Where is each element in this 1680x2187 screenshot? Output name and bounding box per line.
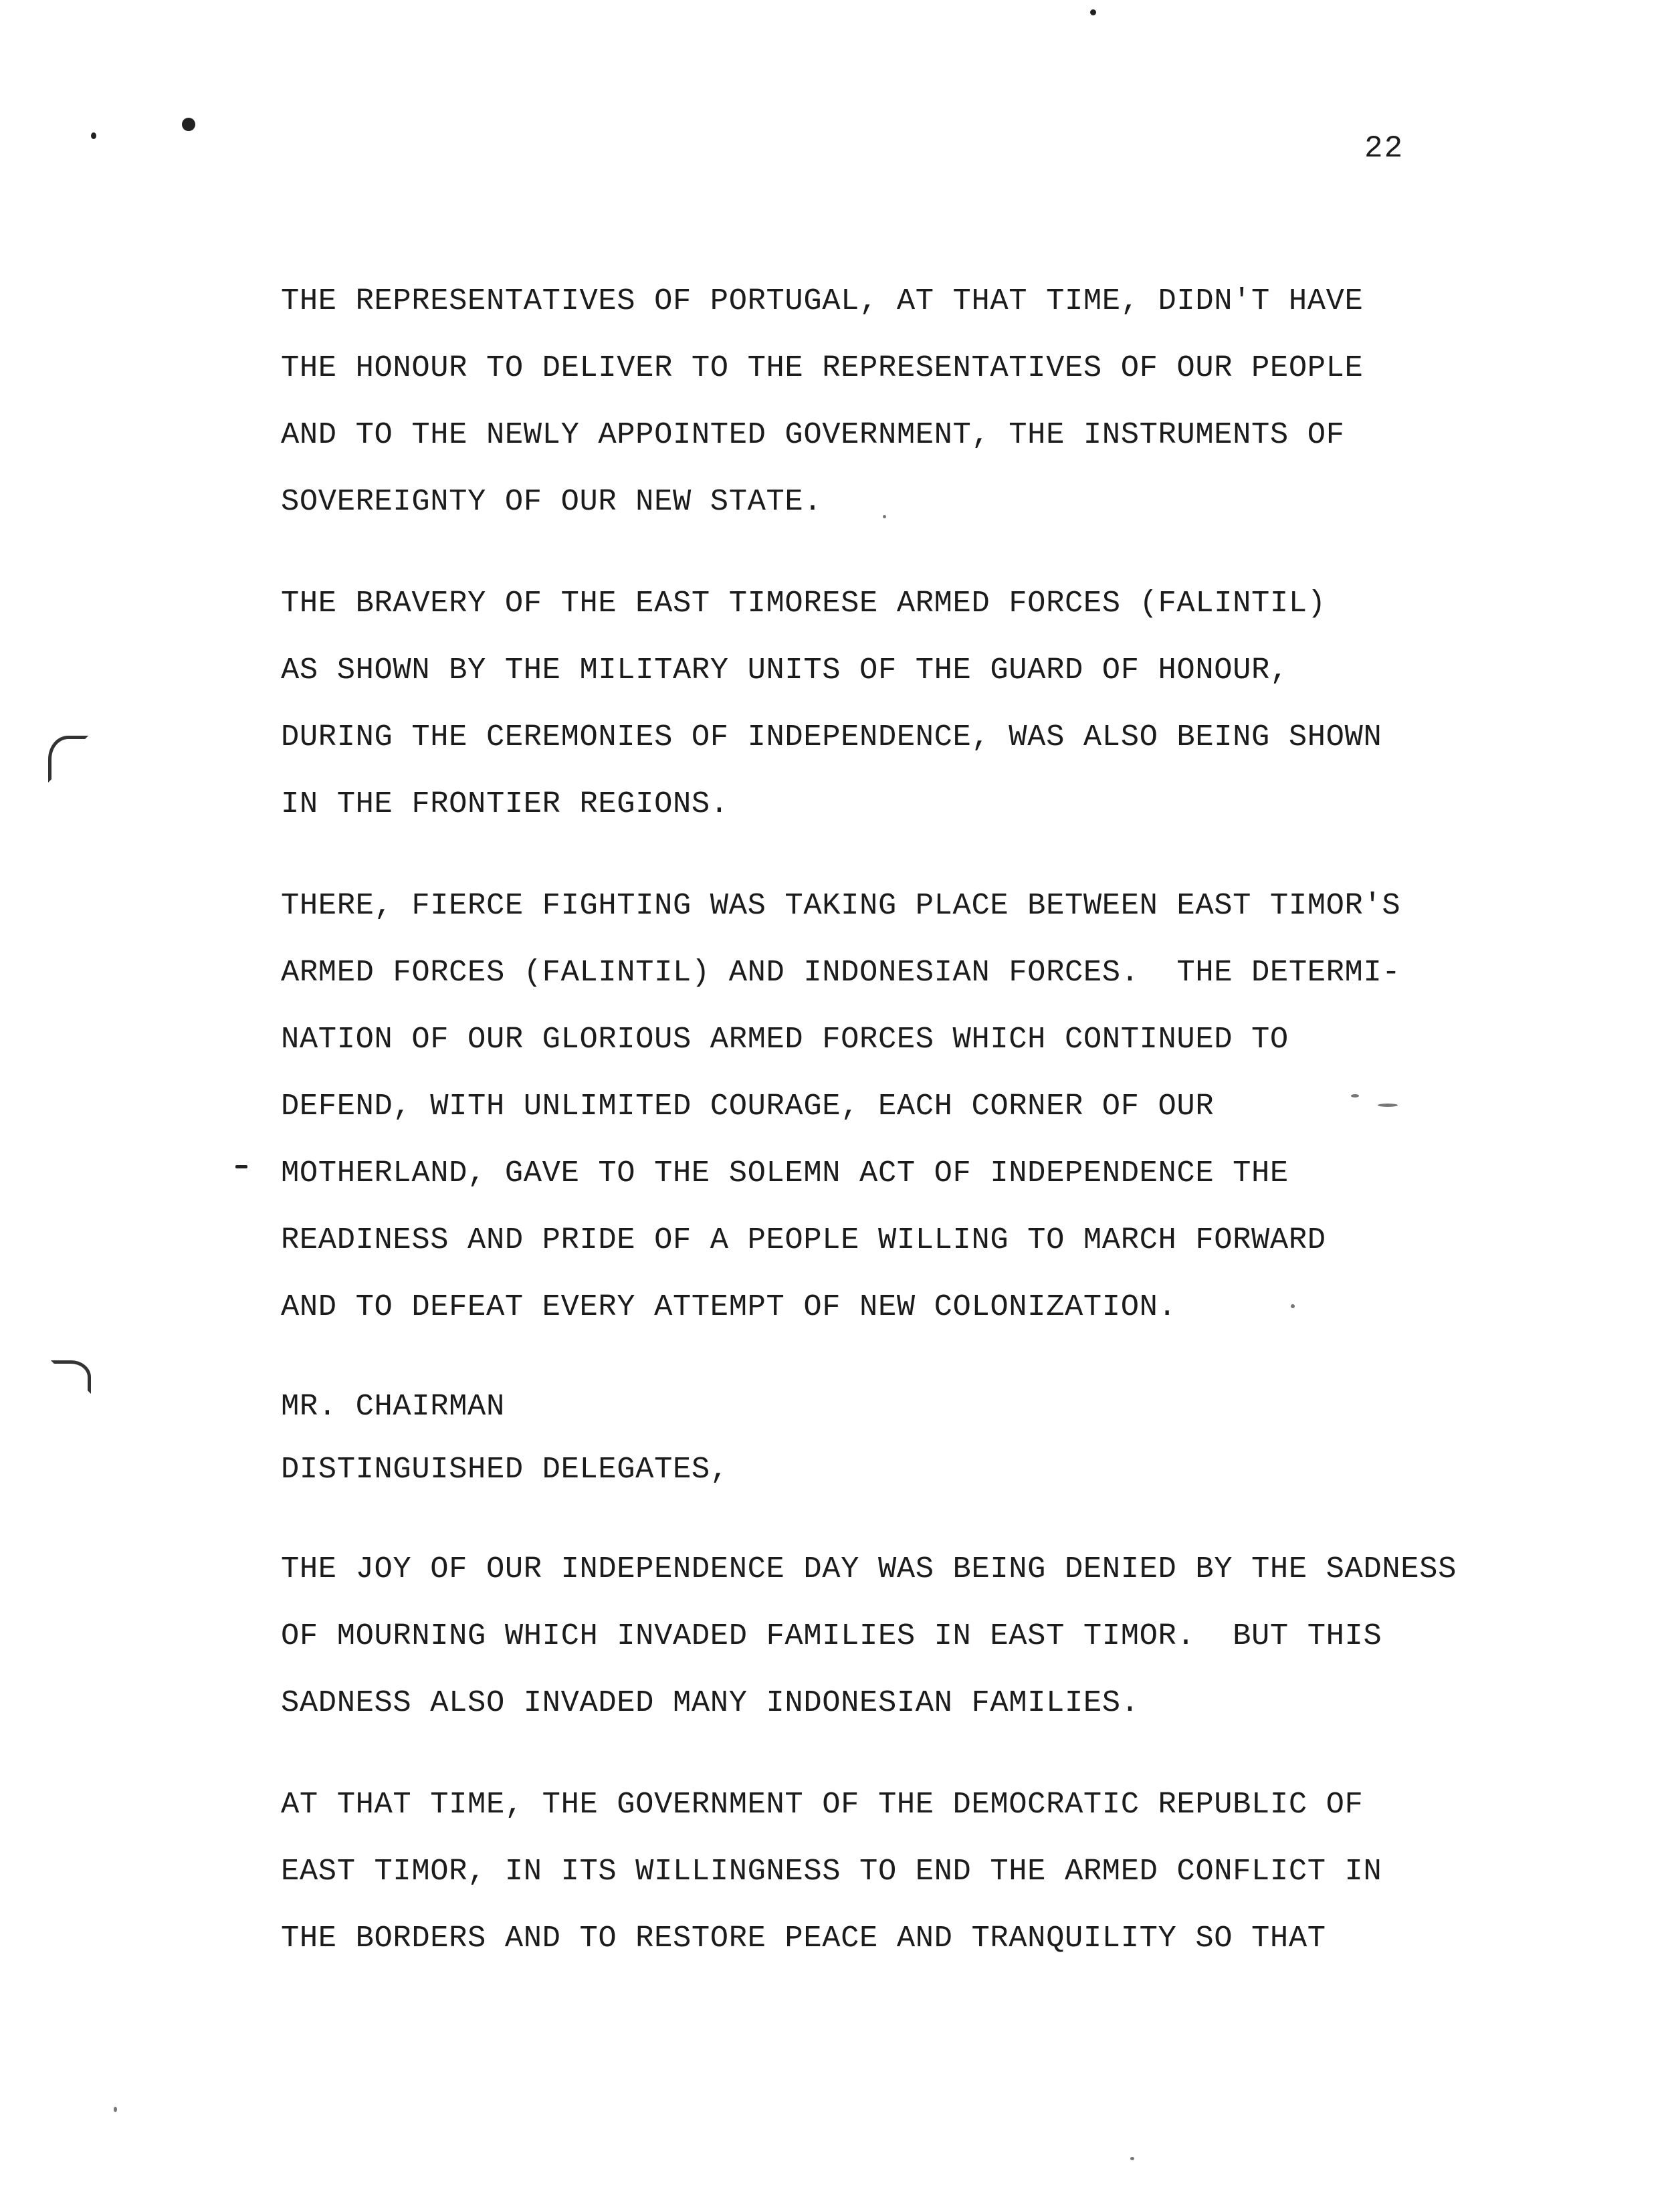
text-line: DISTINGUISHED DELEGATES,: [281, 1452, 729, 1487]
scan-speck: [1130, 2157, 1134, 2160]
paragraph: [281, 268, 1592, 535]
text-line: NATION OF OUR GLORIOUS ARMED FORCES WHICH CONTINUED TO: [281, 1022, 1289, 1057]
scan-speck: [1090, 9, 1096, 15]
text-line: SADNESS ALSO INVADED MANY INDONESIAN FAMILIES.: [281, 1685, 1140, 1720]
text-line: THE HONOUR TO DELIVER TO THE REPRESENTATIVES OF OUR PEOPLE: [281, 350, 1364, 385]
scan-speck: [91, 132, 96, 139]
salutation: [281, 1375, 1592, 1501]
text-line: EAST TIMOR, IN ITS WILLINGNESS TO END THE ARMED CONFLICT IN: [281, 1854, 1382, 1889]
text-line: AS SHOWN BY THE MILITARY UNITS OF THE GUARD OF HONOUR,: [281, 653, 1289, 688]
scan-mark: [48, 736, 88, 783]
text-line: THERE, FIERCE FIGHTING WAS TAKING PLACE BETWEEN EAST TIMOR'S: [281, 888, 1401, 923]
text-line: OF MOURNING WHICH INVADED FAMILIES IN EAST TIMOR. BUT THIS: [281, 1619, 1382, 1653]
paragraph: [281, 872, 1592, 1340]
paragraph: [281, 570, 1592, 837]
scan-mark: [51, 1360, 91, 1394]
scan-speck: [114, 2107, 117, 2112]
text-line: THE JOY OF OUR INDEPENDENCE DAY WAS BEING DENIED BY THE SADNESS: [281, 1552, 1457, 1586]
paragraph: [281, 1536, 1592, 1736]
text-line: MR. CHAIRMAN: [281, 1389, 505, 1424]
text-line: DURING THE CEREMONIES OF INDEPENDENCE, WAS ALSO BEING SHOWN: [281, 720, 1382, 754]
document-body: [281, 268, 1592, 1972]
text-line: DEFEND, WITH UNLIMITED COURAGE, EACH CORNER OF OUR: [281, 1089, 1215, 1124]
text-line: SOVEREIGNTY OF OUR NEW STATE.: [281, 484, 823, 519]
text-line: AND TO DEFEAT EVERY ATTEMPT OF NEW COLONIZATION.: [281, 1289, 1177, 1324]
text-line: READINESS AND PRIDE OF A PEOPLE WILLING TO MARCH FORWARD: [281, 1223, 1326, 1257]
text-line: THE REPRESENTATIVES OF PORTUGAL, AT THAT TIME, DIDN'T HAVE: [281, 284, 1364, 318]
paragraph: [281, 1771, 1592, 1972]
text-line: ARMED FORCES (FALINTIL) AND INDONESIAN FORCES. THE DETERMI-: [281, 955, 1401, 990]
scan-speck: [182, 118, 195, 131]
text-line: AND TO THE NEWLY APPOINTED GOVERNMENT, THE INSTRUMENTS OF: [281, 417, 1345, 452]
scan-speck: [235, 1165, 247, 1168]
text-line: THE BRAVERY OF THE EAST TIMORESE ARMED FORCES (FALINTIL): [281, 586, 1326, 621]
text-line: MOTHERLAND, GAVE TO THE SOLEMN ACT OF INDEPENDENCE THE: [281, 1156, 1289, 1190]
text-line: AT THAT TIME, THE GOVERNMENT OF THE DEMOCRATIC REPUBLIC OF: [281, 1787, 1364, 1822]
page-number: 22: [1364, 131, 1404, 166]
text-line: THE BORDERS AND TO RESTORE PEACE AND TRANQUILITY SO THAT: [281, 1921, 1326, 1956]
text-line: IN THE FRONTIER REGIONS.: [281, 787, 729, 821]
